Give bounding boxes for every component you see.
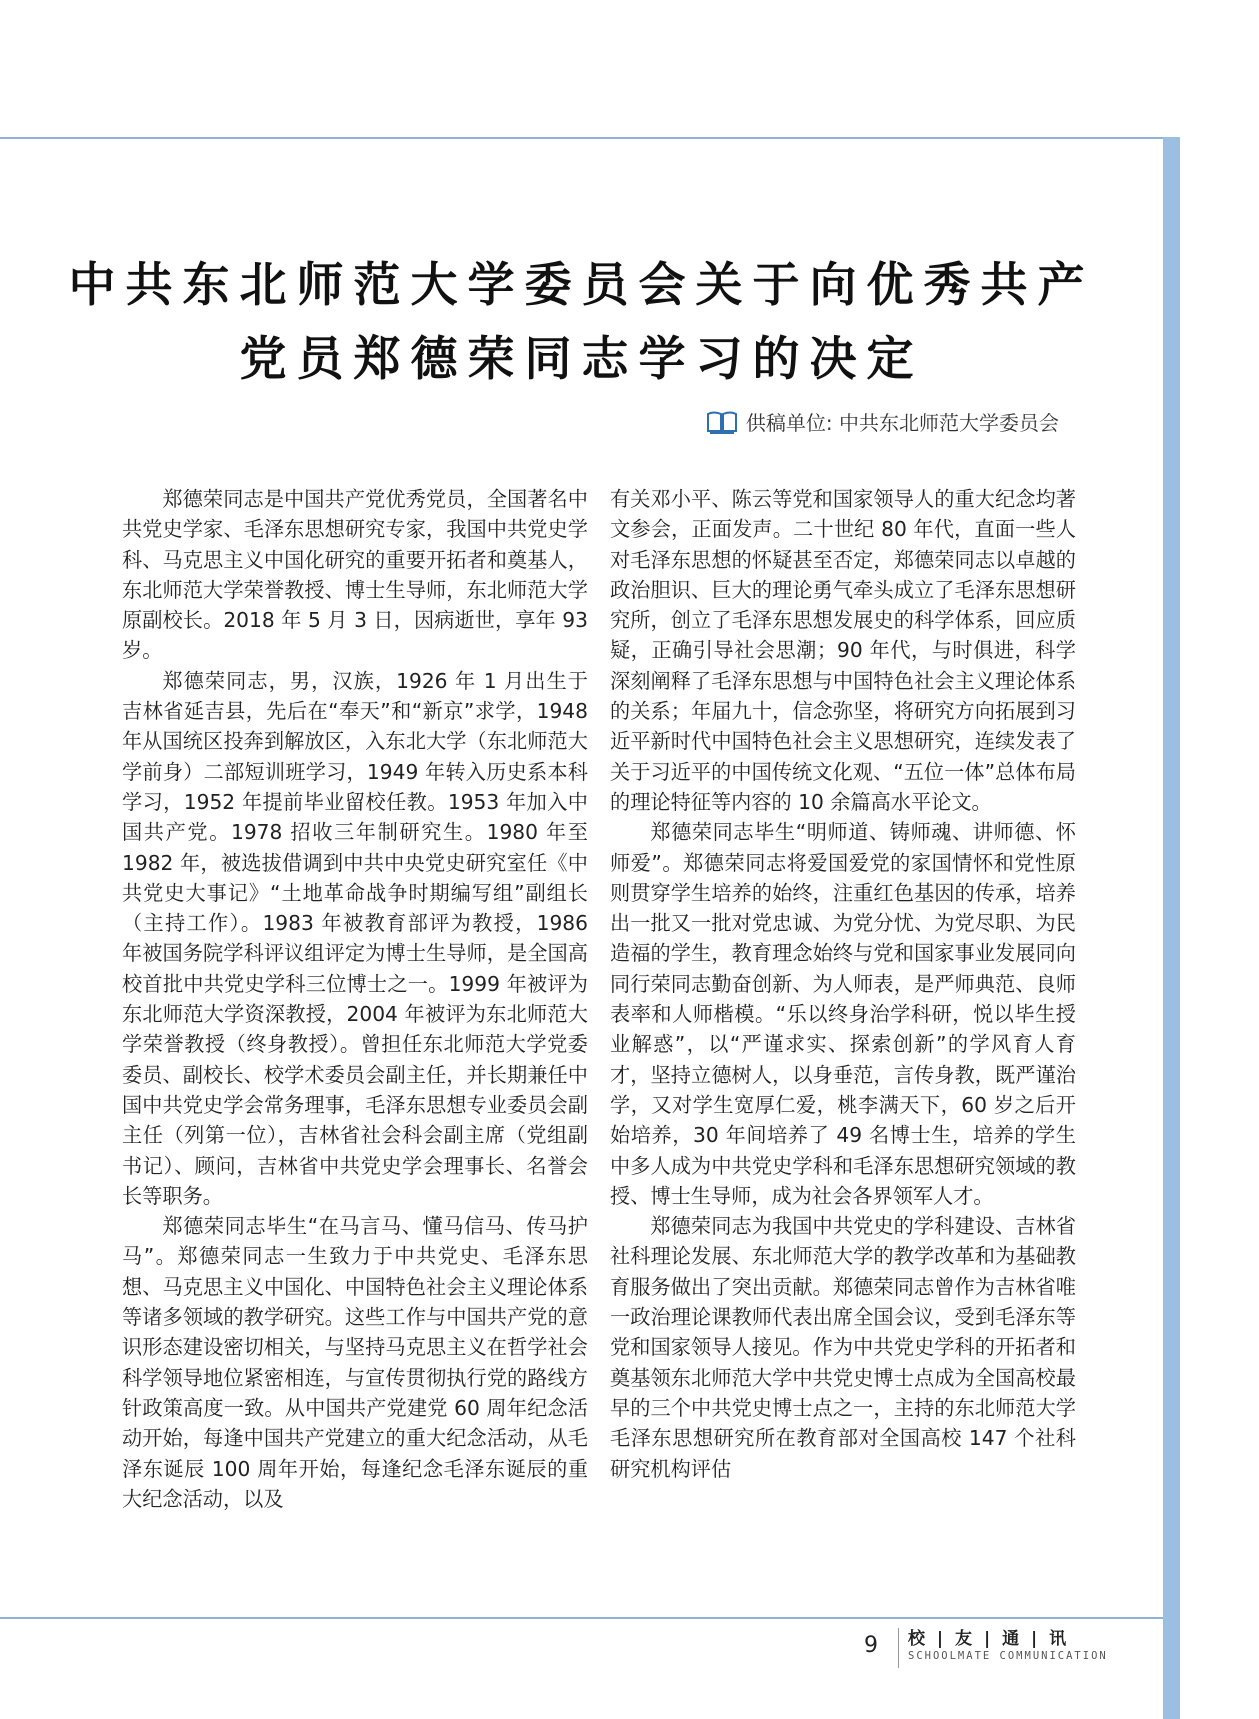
- footer-divider: [898, 1628, 899, 1668]
- footer-rule: [0, 1617, 1163, 1619]
- body-column-right: [610, 484, 1076, 1484]
- publication-name: 校 | 友 | 通 | 讯: [908, 1629, 1070, 1649]
- paragraph: 郑德荣同志，男，汉族，1926 年 1 月出生于吉林省延吉县，先后在“奉天”和“新京”求学，1948 年从国统区投奔到解放区，入东北大学（东北师范大学前身）二部短训班学习，1949 年转入历史系本科学习，1952 年提前毕业留校任教。1953 年加入中国共产党。1978 招收三年制研究生。1980 年至 1982 年，被选拔借调到中共中央党史研究室任《中共党史大事记》“土地革命战争时期编写组”副组长（主持工作）。1983 年被教育部评为教授，1986 年被国务院学科评议组评定为博士生导师，是全国高校首批中共党史学科三位博士之一。1999 年被评为东北师范大学资深教授，2004 年被评为东北师范大学荣誉教授（终身教授）。曾担任东北师范大学党委委员、副校长、校学术委员会副主任，并长期兼任中国中共党史学会常务理事，毛泽东思想专业委员会副主任（列第一位），吉林省社会科会副主席（党组副书记）、顾问，吉林省中共党史学会理事长、名誉会长等职务。: [122, 668, 588, 1208]
- book-icon: [706, 410, 738, 434]
- source-credit: [706, 407, 1059, 436]
- paragraph: 郑德荣同志是中国共产党优秀党员，全国著名中共党史学家、毛泽东思想研究专家，我国中共党史学科、马克思主义中国化研究的重要开拓者和奠基人，东北师范大学荣誉教授、博士生导师，东北师范大学原副校长。2018 年 5 月 3 日，因病逝世，享年 93 岁。: [122, 487, 588, 663]
- header-rule: [0, 137, 1163, 139]
- publication-name-en: SCHOOLMATE COMMUNICATION: [908, 1650, 1108, 1662]
- source-credit-text: 供稿单位: 中共东北师范大学委员会: [745, 411, 1059, 435]
- article-title-line-1: 中共东北师范大学委员会关于向优秀共产: [68, 258, 1095, 313]
- side-accent-bar: [1163, 137, 1180, 1719]
- paragraph: 郑德荣同志毕生“明师道、铸师魂、讲师德、怀师爱”。郑德荣同志将爱国爱党的家国情怀和党性原则贯穿学生培养的始终，注重红色基因的传承，培养出一批又一批对党忠诚、为党分忧、为党尽职、为民造福的学生，教育理念始终与党和国家事业发展同向同行荣同志勤奋创新、为人师表，是严师典范、良师表率和人师楷模。“乐以终身治学科研，悦以毕生授业解惑”，以“严谨求实、探索创新”的学风育人育才，坚持立德树人，以身垂范，言传身教，既严谨治学，又对学生宽厚仁爱，桃李满天下，60 岁之后开始培养，30 年间培养了 49 名博士生，培养的学生中多人成为中共党史学科和毛泽东思想研究领域的教授、博士生导师，成为社会各界领军人才。: [610, 820, 1076, 1208]
- paragraph: 郑德荣同志为我国中共党史的学科建设、吉林省社科理论发展、东北师范大学的教学改革和为基础教育服务做出了突出贡献。郑德荣同志曾作为吉林省唯一政治理论课教师代表出席全国会议，受到毛泽东等党和国家领导人接见。作为中共党史学科的开拓者和奠基领东北师范大学中共党史博士点成为全国高校最早的三个中共党史博士点之一，主持的东北师范大学毛泽东思想研究所在教育部对全国高校 147 个社科研究机构评估: [610, 1214, 1076, 1481]
- article-title-line-2: 党员郑德荣同志学习的决定: [239, 332, 924, 387]
- paragraph: 郑德荣同志毕生“在马言马、懂马信马、传马护马”。郑德荣同志一生致力于中共党史、毛泽东思想、马克思主义中国化、中国特色社会主义理论体系等诸多领域的教学研究。这些工作与中国共产党的意识形态建设密切相关，与坚持马克思主义在哲学社会科学领导地位紧密相连，与宣传贯彻执行党的路线方针政策高度一致。从中国共产党建党 60 周年纪念活动开始，每逢中国共产党建立的重大纪念活动，从毛泽东诞辰 100 周年开始，每逢纪念毛泽东诞辰的重大纪念活动，以及: [122, 1214, 588, 1511]
- body-column-left: [122, 484, 588, 1514]
- page-number: 9: [864, 1633, 878, 1658]
- paragraph: 有关邓小平、陈云等党和国家领导人的重大纪念均著文参会，正面发声。二十世纪 80 年代，直面一些人对毛泽东思想的怀疑甚至否定，郑德荣同志以卓越的政治胆识、巨大的理论勇气牵头成立了毛泽东思想研究所，创立了毛泽东思想发展史的科学体系，回应质疑，正确引导社会思潮；90 年代，与时俱进，科学深刻阐释了毛泽东思想与中国特色社会主义理论体系的关系；年届九十，信念弥坚，将研究方向拓展到习近平新时代中国特色社会主义思想研究，连续发表了关于习近平的中国传统文化观、“五位一体”总体布局的理论特征等内容的 10 余篇高水平论文。: [610, 487, 1076, 814]
